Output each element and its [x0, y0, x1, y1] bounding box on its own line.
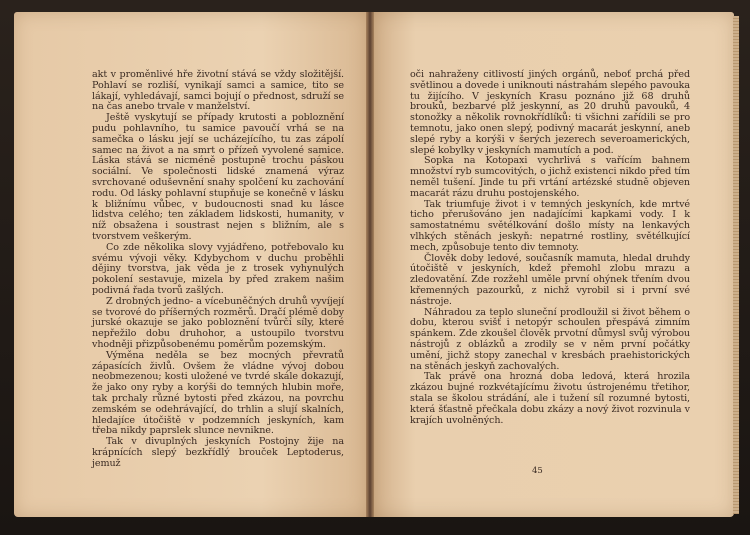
paragraph: Tak triumfuje život i v temných jeskyních, kde mrtvé ticho přerušováno jen nadajícími kapkami vody. I k samostatnému světélkování došlo místy na lenkavých vlhkých stěnách jeskyň: nepatrné rostliny, světélkující mech, způsobuje tento div temnoty.	[410, 198, 690, 253]
page-number: 45	[532, 466, 543, 476]
paragraph: Tak právě ona hrozná doba ledová, která hrozila zkázou bujné rozkvétajícímu životu ústrojenému třetihor, stala se školou strádání, ale i tužení síl rozumné bytosti, která šťastně přečkala dobu zkázy a nový život rozvinula v krajích uvolněných.	[410, 371, 690, 426]
paragraph: Náhradou za teplo sluneční prodloužil si život během o dobu, kterou svišť i netopýr schoulen přespává zimním spánkem. Zde zkoušel člověk prvotní důmysl svůj výrobou nástrojů z oblázků a zrodily se v něm první počátky umění, jichž stopy zanechal v kresbách praehistorických na stěnách jeskyň zachovalých.	[410, 306, 690, 372]
paragraph: Co zde několika slovy vyjádřeno, potřebovalo ku svému vývoji věky. Kdybychom v duchu proběhli dějiny tvorstva, jak věda je z trosek vyhynulých pokolení sestavuje, mizela by před zrakem našim podivná řada tvorů zašlých.	[92, 241, 344, 296]
page-edges	[733, 16, 739, 514]
paragraph: akt v proměnlivé hře životní stává se vždy složitější. Pohlaví se rozliší, vynikají samci a samice, tito se lákají, vyhledávají, samci bojují o přednost, sdruží se na čas anebo trvale v manželství.	[92, 69, 344, 113]
paragraph: Z drobných jedno- a vícebuněčných druhů vyvíjejí se tvorové do příšerných rozměrů. Dračí plémě doby jurské okazuje se jako pobloznění tvůrčí síly, které nepřežilo dobu druhohor, a ustoupilo tvorstvu vhodněji přizpůsobenému poměrům pozemským.	[92, 295, 344, 350]
paragraph: Tak v divuplných jeskyních Postojny žije na krápnících slepý bezkřídlý brouček Leptoderus, jemuž	[92, 436, 344, 469]
book-gutter	[366, 12, 374, 517]
paragraph: Člověk doby ledové, současník mamuta, hledal druhdy útočiště v jeskyních, kdež přemohl zlobu mrazu a zledovatění. Zde rozžehl uměle první ohýnek třením dvou křemenných pazourků, z nichž vyrobil si i první své nástroje.	[410, 252, 690, 307]
left-page-text	[92, 70, 344, 469]
paragraph: Sopka na Kotopaxi vychrlivá s vařícím bahnem množství ryb sumcovitých, o jichž existenci nikdo před tím neměl tušení. Jinde tu při vrtání artézské studně objeven macarát rázu druhu postojenského.	[410, 155, 690, 199]
paragraph: Ještě vyskytují se případy krutosti a pobloznění pudu pohlavního, tu samice pavoučí vrhá se na samečka o lásku její se ucházejícího, tu zas zápolí samec na život a na smrt o přízeň vyvolené samice. Láska stává se nicméně postupně trochu páskou sociální. Ve společnosti lidské znamená výraz svrchované oduševnění snahy spolčení ku zachování rodu. Od lásky pohlavní stupňuje se konečně v lásku k bližnímu vůbec, v budoucnosti snad ku lásce lidstva celého; ten základem lidskosti, humanity, v níž obsažena i soustrast nejen s bližním, ale s tvorstvem veškerým.	[92, 112, 344, 242]
paragraph: oči nahraženy citlivostí jiných orgánů, neboť prchá před světlinou a dovede i uniknouti nástrahám slepého pavouka tu žijícího. V jeskyních Krasu poznáno již 68 druhů brouků, bezbarvé plž jeskynní, as 20 druhů pavouků, 4 stonožky a několik rovnokřídlíků: ti všichni zařídili se pro temnotu, jako onen slepý, podivný macarát jeskynní, aneb slepé ryby a korýši v šerých jezerech severoamerických, slepé kobylky v jeskyních mamutích a pod.	[410, 69, 691, 156]
paragraph: Výměna neděla se bez mocných převratů zápasících živlů. Ovšem že vládne vývoj dobou neobmezenou; kosti uložené ve tvrdé skále dokazují, že jako ony ryby a korýši do temných hlubin moře, tak prchaly různé bytosti před zkázou, na povrchu zemském se odehrávající, do trhlin a slují skalních, hledajíce útočiště v podzemních jeskyních, kam třeba nikdy paprslek slunce nevnikne.	[92, 349, 344, 437]
right-page-text	[410, 70, 690, 426]
